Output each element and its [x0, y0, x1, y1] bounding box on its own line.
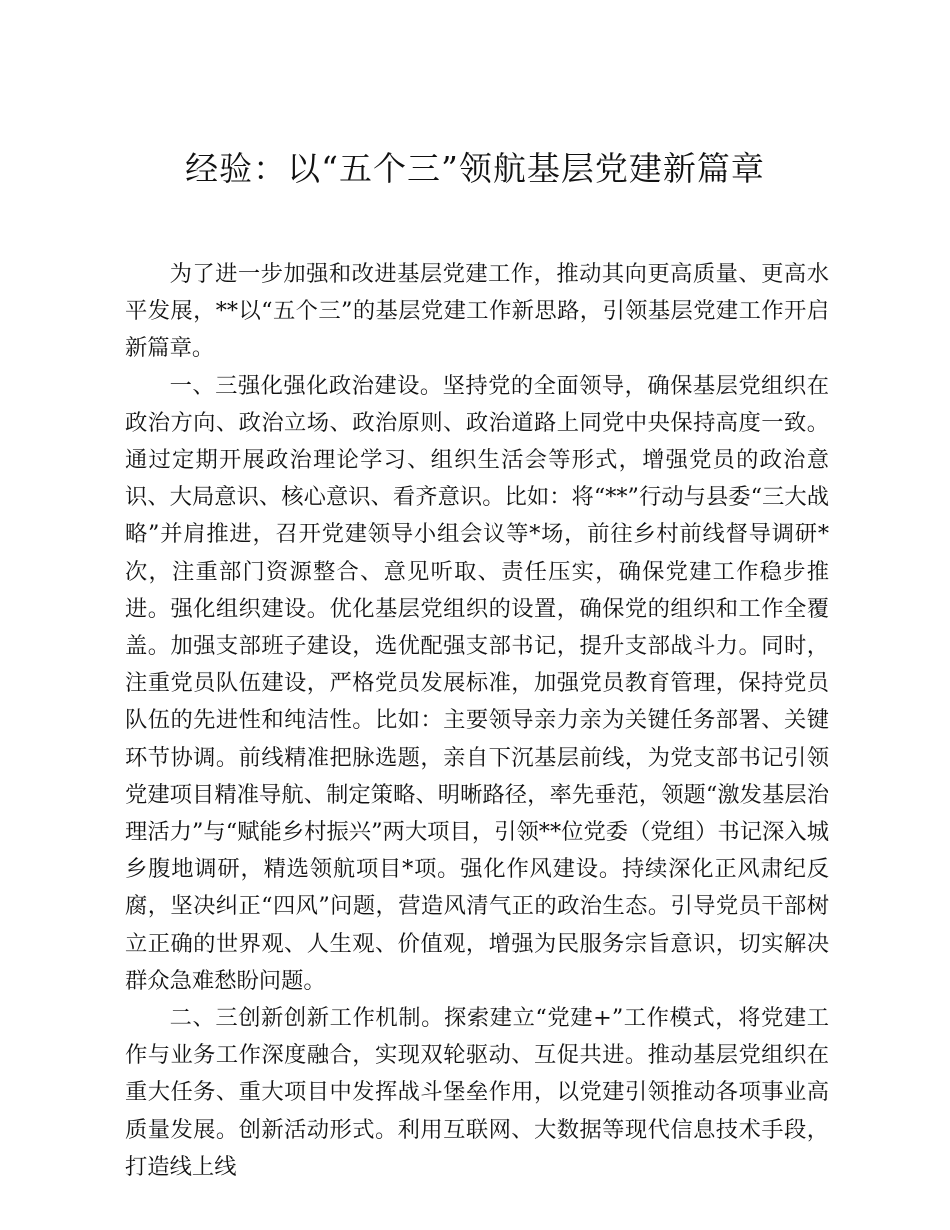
section-one-paragraph: 一、三强化强化政治建设。坚持党的全面领导，确保基层党组织在政治方向、政治立场、政治原则、政治道路上同党中央保持高度一致。通过定期开展政治理论学习、组织生活会等形式，增强党员的政治意识、大局意识、核心意识、看齐意识。比如：将“**”行动与县委“三大战略”并肩推进，召开党建领导小组会议等*场，前往乡村前线督导调研*次，注重部门资源整合、意见听取、责任压实，确保党建工作稳步推进。强化组织建设。优化基层党组织的设置，确保党的组织和工作全覆盖。加强支部班子建设，选优配强支部书记，提升支部战斗力。同时，注重党员队伍建设，严格党员发展标准，加强党员教育管理，保持党员队伍的先进性和纯洁性。比如：主要领导亲力亲为关键任务部署、关键环节协调。前线精准把脉选题，亲自下沉基层前线，为党支部书记引领党建项目精准导航、制定策略、明晰路径，率先垂范，领题“激发基层治理活力”与“赋能乡村振兴”两大项目，引领**位党委（党组）书记深入城乡腹地调研，精选领航项目*项。强化作风建设。持续深化正风肃纪反腐，坚决纠正“四风”问题，营造风清气正的政治生态。引导党员干部树立正确的世界观、人生观、价值观，增强为民服务宗旨意识，切实解决群众急难愁盼问题。 — [125, 372, 829, 994]
document-title: 经验：以“五个三”领航基层党建新篇章 — [185, 149, 765, 188]
intro-paragraph: 为了进一步加强和改进基层党建工作，推动其向更高质量、更高水平发展，**以“五个三”的基层党建工作新思路，引领基层党建工作开启新篇章。 — [125, 261, 829, 362]
document-body — [125, 256, 829, 1186]
section-two-paragraph: 二、三创新创新工作机制。探索建立“党建+”工作模式，将党建工作与业务工作深度融合，实现双轮驱动、互促共进。推动基层党组织在重大任务、重大项目中发挥战斗堡垒作用，以党建引领推动各项事业高质量发展。创新活动形式。利用互联网、大数据等现代信息技术手段，打造线上线 — [125, 1005, 829, 1180]
